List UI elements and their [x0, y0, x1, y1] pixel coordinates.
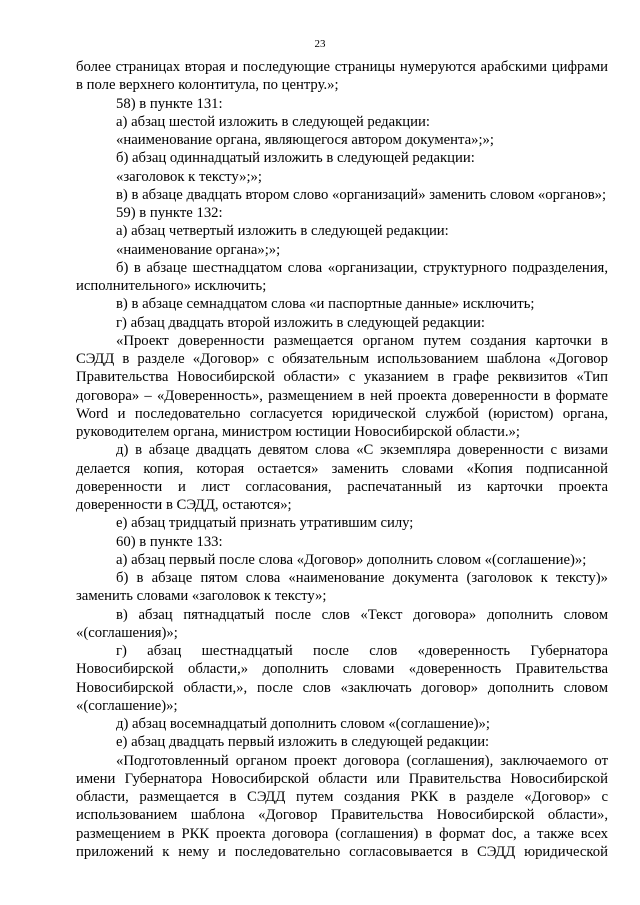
paragraph: в) в абзаце семнадцатом слова «и паспортные данные» исключить;	[116, 296, 535, 313]
paragraph: в) абзац пятнадцатый после слов «Текст договора» дополнить словом «(соглашения)»;	[76, 606, 608, 641]
paragraph: а) абзац четвертый изложить в следующей редакции:	[116, 223, 449, 240]
paragraph: б) в абзаце пятом слова «наименование документа (заголовок к тексту)» заменить словами «заголовок к тексту»;	[76, 570, 608, 605]
page-number: 23	[314, 38, 326, 50]
paragraph: г) абзац двадцать второй изложить в следующей редакции:	[116, 314, 485, 331]
paragraph: е) абзац двадцать первый изложить в следующей редакции:	[116, 734, 490, 751]
paragraph: «Подготовленный органом проект договора (соглашения), заключаемого от имени Губернатора Новосибирской области или Правительства Новосибирской области, размещается в СЭДД путем создания РКК в разделе «Договор» с использованием шаблона «Договор Правительства Новосибирской области», размещением в РКК проекта договора (соглашения) в формат doc, а также всех приложений к нему и последовательно согласовывается в СЭДД юридической	[76, 752, 608, 860]
document-body	[76, 58, 608, 861]
paragraph: в) в абзаце двадцать втором слово «организаций» заменить словом «органов»;	[116, 186, 607, 203]
paragraph: «заголовок к тексту»;»;	[116, 168, 262, 185]
paragraph: б) в абзаце шестнадцатом слова «организации, структурного подразделения, исполнительного» исключить;	[76, 259, 608, 294]
paragraph: г) абзац шестнадцатый после слов «доверенность Губернатора Новосибирской области,» дополнить словами «доверенность Правительства Новосибирской области,», после слов «заключать договор» дополнить словом «(соглашение)»;	[76, 643, 608, 714]
paragraph: «наименование органа, являющегося автором документа»;»;	[116, 132, 494, 148]
paragraph: д) абзац восемнадцатый дополнить словом «(соглашение)»;	[116, 716, 490, 732]
paragraph: «наименование органа»;»;	[116, 241, 281, 258]
paragraph: 59) в пункте 132:	[116, 205, 223, 221]
paragraph: а) абзац шестой изложить в следующей редакции:	[116, 113, 430, 130]
paragraph: е) абзац тридцатый признать утратившим силу;	[116, 515, 414, 532]
paragraph: д) в абзаце двадцать девятом слова «С экземпляра доверенности с визами делается копия, которая остается» заменить словами «Копия подписанной доверенности и лист согласования, распечатанный из карточки проекта доверенности в СЭДД, остаются»;	[76, 442, 608, 513]
paragraph: а) абзац первый после слова «Договор» дополнить словом «(соглашение)»;	[116, 551, 587, 568]
paragraph: 60) в пункте 133:	[116, 533, 223, 550]
paragraph: более страницах вторая и последующие страницы нумеруются арабскими цифрами в поле верхнего колонтитула, по центру.»;	[76, 59, 608, 94]
paragraph: б) абзац одиннадцатый изложить в следующей редакции:	[116, 150, 475, 167]
paragraph: 58) в пункте 131:	[116, 95, 223, 112]
paragraph: «Проект доверенности размещается органом путем создания карточки в СЭДД в разделе «Договор» с обязательным использованием шаблона «Договор Правительства Новосибирской области» с указанием в графе реквизитов «Тип договора» – «Доверенность», размещением в ней проекта доверенности в формате Word и последовательно согласуется юридической службой (юристом) органа, руководителем органа, министром юстиции Новосибирской области.»;	[76, 332, 608, 440]
